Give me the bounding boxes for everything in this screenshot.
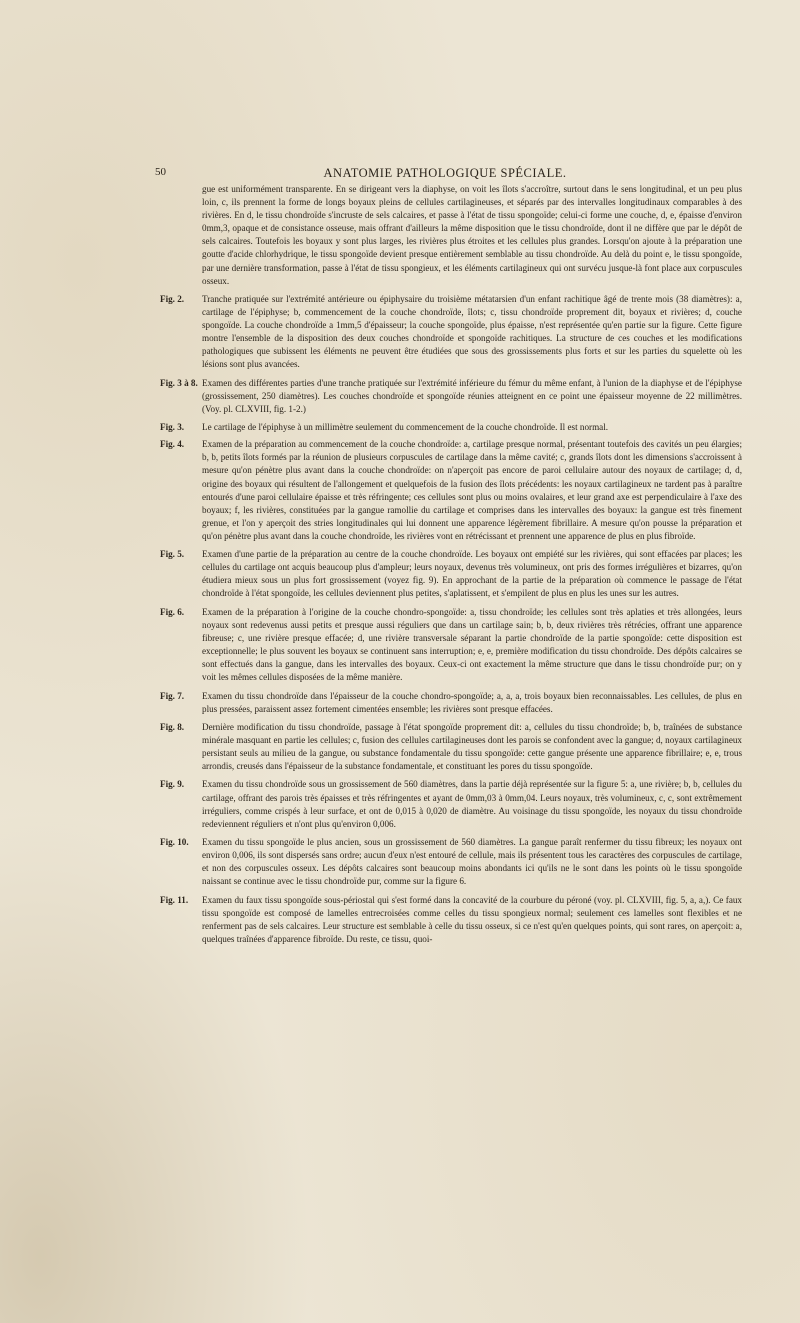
figure-text: Examen de la préparation à l'origine de la couche chondro-spongoïde: a, tissu chondroïde; les cellules sont très aplaties et très allongées, leurs noyaux sont redevenus aussi petits et presque aussi réguliers que dans un cartilage sain; b, b, deux rivières très rétrécies, offrant une apparence fibreuse; c, une rivière presque effacée; d, une rivière transversale séparant la partie chondroïde de la partie spongoïde: cette disposition est exceptionnelle; le plus souvent les boyaux se continuent sans interruption; e, e, première modification du tissu chondroïde. Des dépôts calcaires se sont effectués dans la gangue, dans les intervalles des boyaux. Ceux-ci ont exactement la même structure que dans le tissu chondroïde pur; on y voit les mêmes cellules disposées de la même manière. (202, 606, 742, 683)
figure-caption-10 (160, 836, 742, 888)
figure-caption-4 (160, 438, 742, 543)
figure-label: Fig. 6. (160, 606, 185, 617)
figure-label: Fig. 5. (160, 549, 185, 560)
figure-text: Le cartilage de l'épiphyse à un millimètre seulement du commencement de la couche chondroïde. Il est normal. (202, 422, 609, 433)
figure-label: Fig. 3 à 8. (160, 377, 198, 388)
figure-caption-9 (160, 778, 742, 830)
figure-text: Examen du faux tissu spongoïde sous-périostal qui s'est formé dans la concavité de la courbure du péroné (voy. pl. CLXVIII, fig. 5, a, a,). Ce faux tissu spongoïde est composé de lamelles entrecroisées comme celles du tissu spongieux normal; seulement ces lamelles sont flexibles et ne renferment pas de sels calcaires. Leur structure est semblable à celle du tissu osseux, si ce n'est qu'en quelques points, qui sont rares, on aperçoit: a, quelques traînées d'apparence fibroïde. Du reste, ce tissu, quoi- (202, 894, 742, 944)
figure-text: Examen du tissu chondroïde sous un grossissement de 560 diamètres, dans la partie déjà représentée sur la figure 5: a, une rivière; b, b, cellules du cartilage, offrant des parois très épaisses et très réfringentes et ayant de 0mm,03 à 0mm,04. Leurs noyaux, très volumineux, c, c, sont extrêmement irréguliers, comme crispés à leur surface, et ont de 0,015 à 0,020 de diamètre. Au voisinage du tissu spongoïde, les noyaux du tissu chondroïde redeviennent réguliers et n'ont plus qu'environ 0,006. (202, 779, 742, 829)
figure-label: Fig. 9. (160, 779, 185, 790)
figure-text: Examen des différentes parties d'une tranche pratiquée sur l'extrémité inférieure du fémur du même enfant, à l'union de la diaphyse et de l'épiphyse (grossissement, 250 diamètres). Les couches chondroïde et spongoïde réunies atteignent en ce point une épaisseur moyenne de 22 millimètres. (Voy. pl. CLXVIII, fig. 1-2.) (202, 377, 742, 414)
figure-caption-3 (160, 421, 742, 434)
page-number: 50 (155, 166, 166, 178)
figure-label: Fig. 4. (160, 439, 185, 450)
figure-caption-6 (160, 606, 742, 685)
figure-label: Fig. 3. (160, 422, 185, 433)
figure-caption-8 (160, 721, 742, 773)
figure-label: Fig. 8. (160, 721, 185, 732)
page-header (155, 166, 735, 182)
figure-text: Examen de la préparation au commencement de la couche chondroïde: a, cartilage presque normal, présentant toutefois des cavités un peu élargies; b, b, petits îlots formés par la réunion de plusieurs corpuscules de cartilage dans la même cavité; c, grands îlots dont les dimensions s'accroissent à mesure qu'on pénètre plus avant dans la couche chondroïde: on n'aperçoit pas encore de paroi cellulaire autour des noyaux de cartilage; d, d, origine des boyaux qui résultent de l'allongement et quelquefois de la fusion des îlots précédents: les noyaux cartilagineux ne tardent pas à paraître entourés d'une paroi cellulaire épaisse et très réfringente; ces cellules sont plus ou moins ovalaires, et leur grand axe est perpendiculaire à l'axe des boyaux; f, les rivières, constituées par la gangue ramollie du cartilage et comprises dans les intervalles des boyaux: la gangue est très finement grenue, et l'on y aperçoit des stries longitudinales qui lui donnent une apparence légèrement fibrillaire. A mesure qu'on pousse la préparation et qu'on pénètre plus avant dans la couche chondroïde, les rivières vont en rétrécissant et prennent une apparence de plus en plus fibroïde. (202, 439, 742, 541)
figure-caption-3-8 (160, 377, 742, 416)
body-text (160, 183, 742, 951)
figure-text: Examen d'une partie de la préparation au centre de la couche chondroïde. Les boyaux ont empiété sur les rivières, qui sont effacées par places; les cellules du cartilage ont acquis beaucoup plus d'ampleur; leurs noyaux, devenus très volumineux, ont pris des formes irrégulières et bizarres, qu'on étudiera mieux sous un plus fort grossissement (voyez fig. 9). En approchant de la partie de la préparation où commence le passage de l'état chondroïde à l'état spongoïde, les cellules deviennent plus petites, s'aplatissent, et s'empilent de plus en plus les unes sur les autres. (202, 549, 742, 599)
figure-label: Fig. 10. (160, 837, 189, 847)
figure-label: Fig. 11. (160, 894, 189, 905)
figure-label: Fig. 7. (160, 690, 185, 701)
figure-caption-2 (160, 293, 742, 372)
figure-caption-11 (160, 894, 742, 946)
figure-caption-5 (160, 548, 742, 600)
figure-text: Examen du tissu spongoïde le plus ancien, sous un grossissement de 560 diamètres. La gangue paraît renfermer du tissu fibreux; les noyaux ont environ 0,006, ils sont dispersés sans ordre; aucun d'eux n'est entouré de cellule, mais ils présentent tous les caractères des corpuscules de cartilage, et non des corpuscules osseux. Les dépôts calcaires sont beaucoup moins abondants ici qu'ils ne le sont dans les points où le tissu spongoïde naissant se continue avec le tissu chondroïde pur, comme sur la figure 6. (202, 837, 742, 887)
figure-text: Tranche pratiquée sur l'extrémité antérieure ou épiphysaire du troisième métatarsien d'un enfant rachitique âgé de trente mois (38 diamètres): a, cartilage de l'épiphyse; b, commencement de la couche chondroïde, îlots; c, tissu chondroïde proprement dit, boyaux et rivières; d, couche spongoïde. La couche chondroïde a 1mm,5 d'épaisseur; la couche spongoïde, plus épaisse, n'est représentée qu'en partie sur la figure. Cette figure montre l'ensemble de la disposition des deux couches chondroïde et spongoïde rachitiques. La structure de ces couches et les modifications pathologiques que subissent les éléments ne peuvent être étudiées que sous des grossissements plus forts et sur les parties du squelette où les lésions sont plus avancées. (202, 293, 742, 370)
figure-text: Examen du tissu chondroïde dans l'épaisseur de la couche chondro-spongoïde; a, a, a, trois boyaux bien reconnaissables. Les cellules, de plus en plus pressées, paraissent assez fortement cimentées ensemble; les rivières sont presque effacées. (202, 690, 742, 714)
paragraph-text: gue est uniformément transparente. En se dirigeant vers la diaphyse, on voit les îlots s'accroître, surtout dans le sens longitudinal, et un peu plus loin, c, ils prennent la forme de longs boyaux pleins de cellules cartilagineuses, et séparés par des intervalles longitudinaux comparables à des rivières. En d, le tissu chondroïde s'incruste de sels calcaires, et passe à l'état de tissu spongoïde; celui-ci forme une couche, d, e, épaisse d'environ 0mm,3, opaque et de consistance osseuse, mais offrant d'ailleurs la même disposition que le tissu chondroïde, dont il ne diffère que par le dépôt de sels calcaires. Toutefois les boyaux y sont plus larges, les rivières plus étroites et les cellules plus grandes. Lorsqu'on ajoute à la préparation une goutte d'acide chlorhydrique, le tissu spongoïde devient presque entièrement semblable au tissu chondroïde. Au delà du point e, le tissu spongoïde, par une dernière transformation, passe à l'état de tissu spongieux, et les éléments cartilagineux qui ont survécu jusque-là font place aux corpuscules osseux. (202, 184, 742, 286)
figure-caption-7 (160, 690, 742, 716)
continuation-paragraph (160, 183, 742, 288)
figure-label: Fig. 2. (160, 293, 185, 304)
running-title: ANATOMIE PATHOLOGIQUE SPÉCIALE. (323, 166, 567, 180)
figure-text: Dernière modification du tissu chondroïde, passage à l'état spongoïde proprement dit: a, cellules du tissu chondroïde; b, b, traînées de substance minérale masquant en partie les cellules; c, fusion des cellules cartilagineuses dont les parois se confondent avec la gangue; d, noyaux cartilagineux persistant seuls au milieu de la gangue, ou substance fondamentale du tissu spongoïde: cette gangue présente une apparence fibrillaire; e, e, trous arrondis, creusés dans l'épaisseur de la substance fondamentale, et constituant les pores du tissu spongoïde. (202, 721, 742, 772)
